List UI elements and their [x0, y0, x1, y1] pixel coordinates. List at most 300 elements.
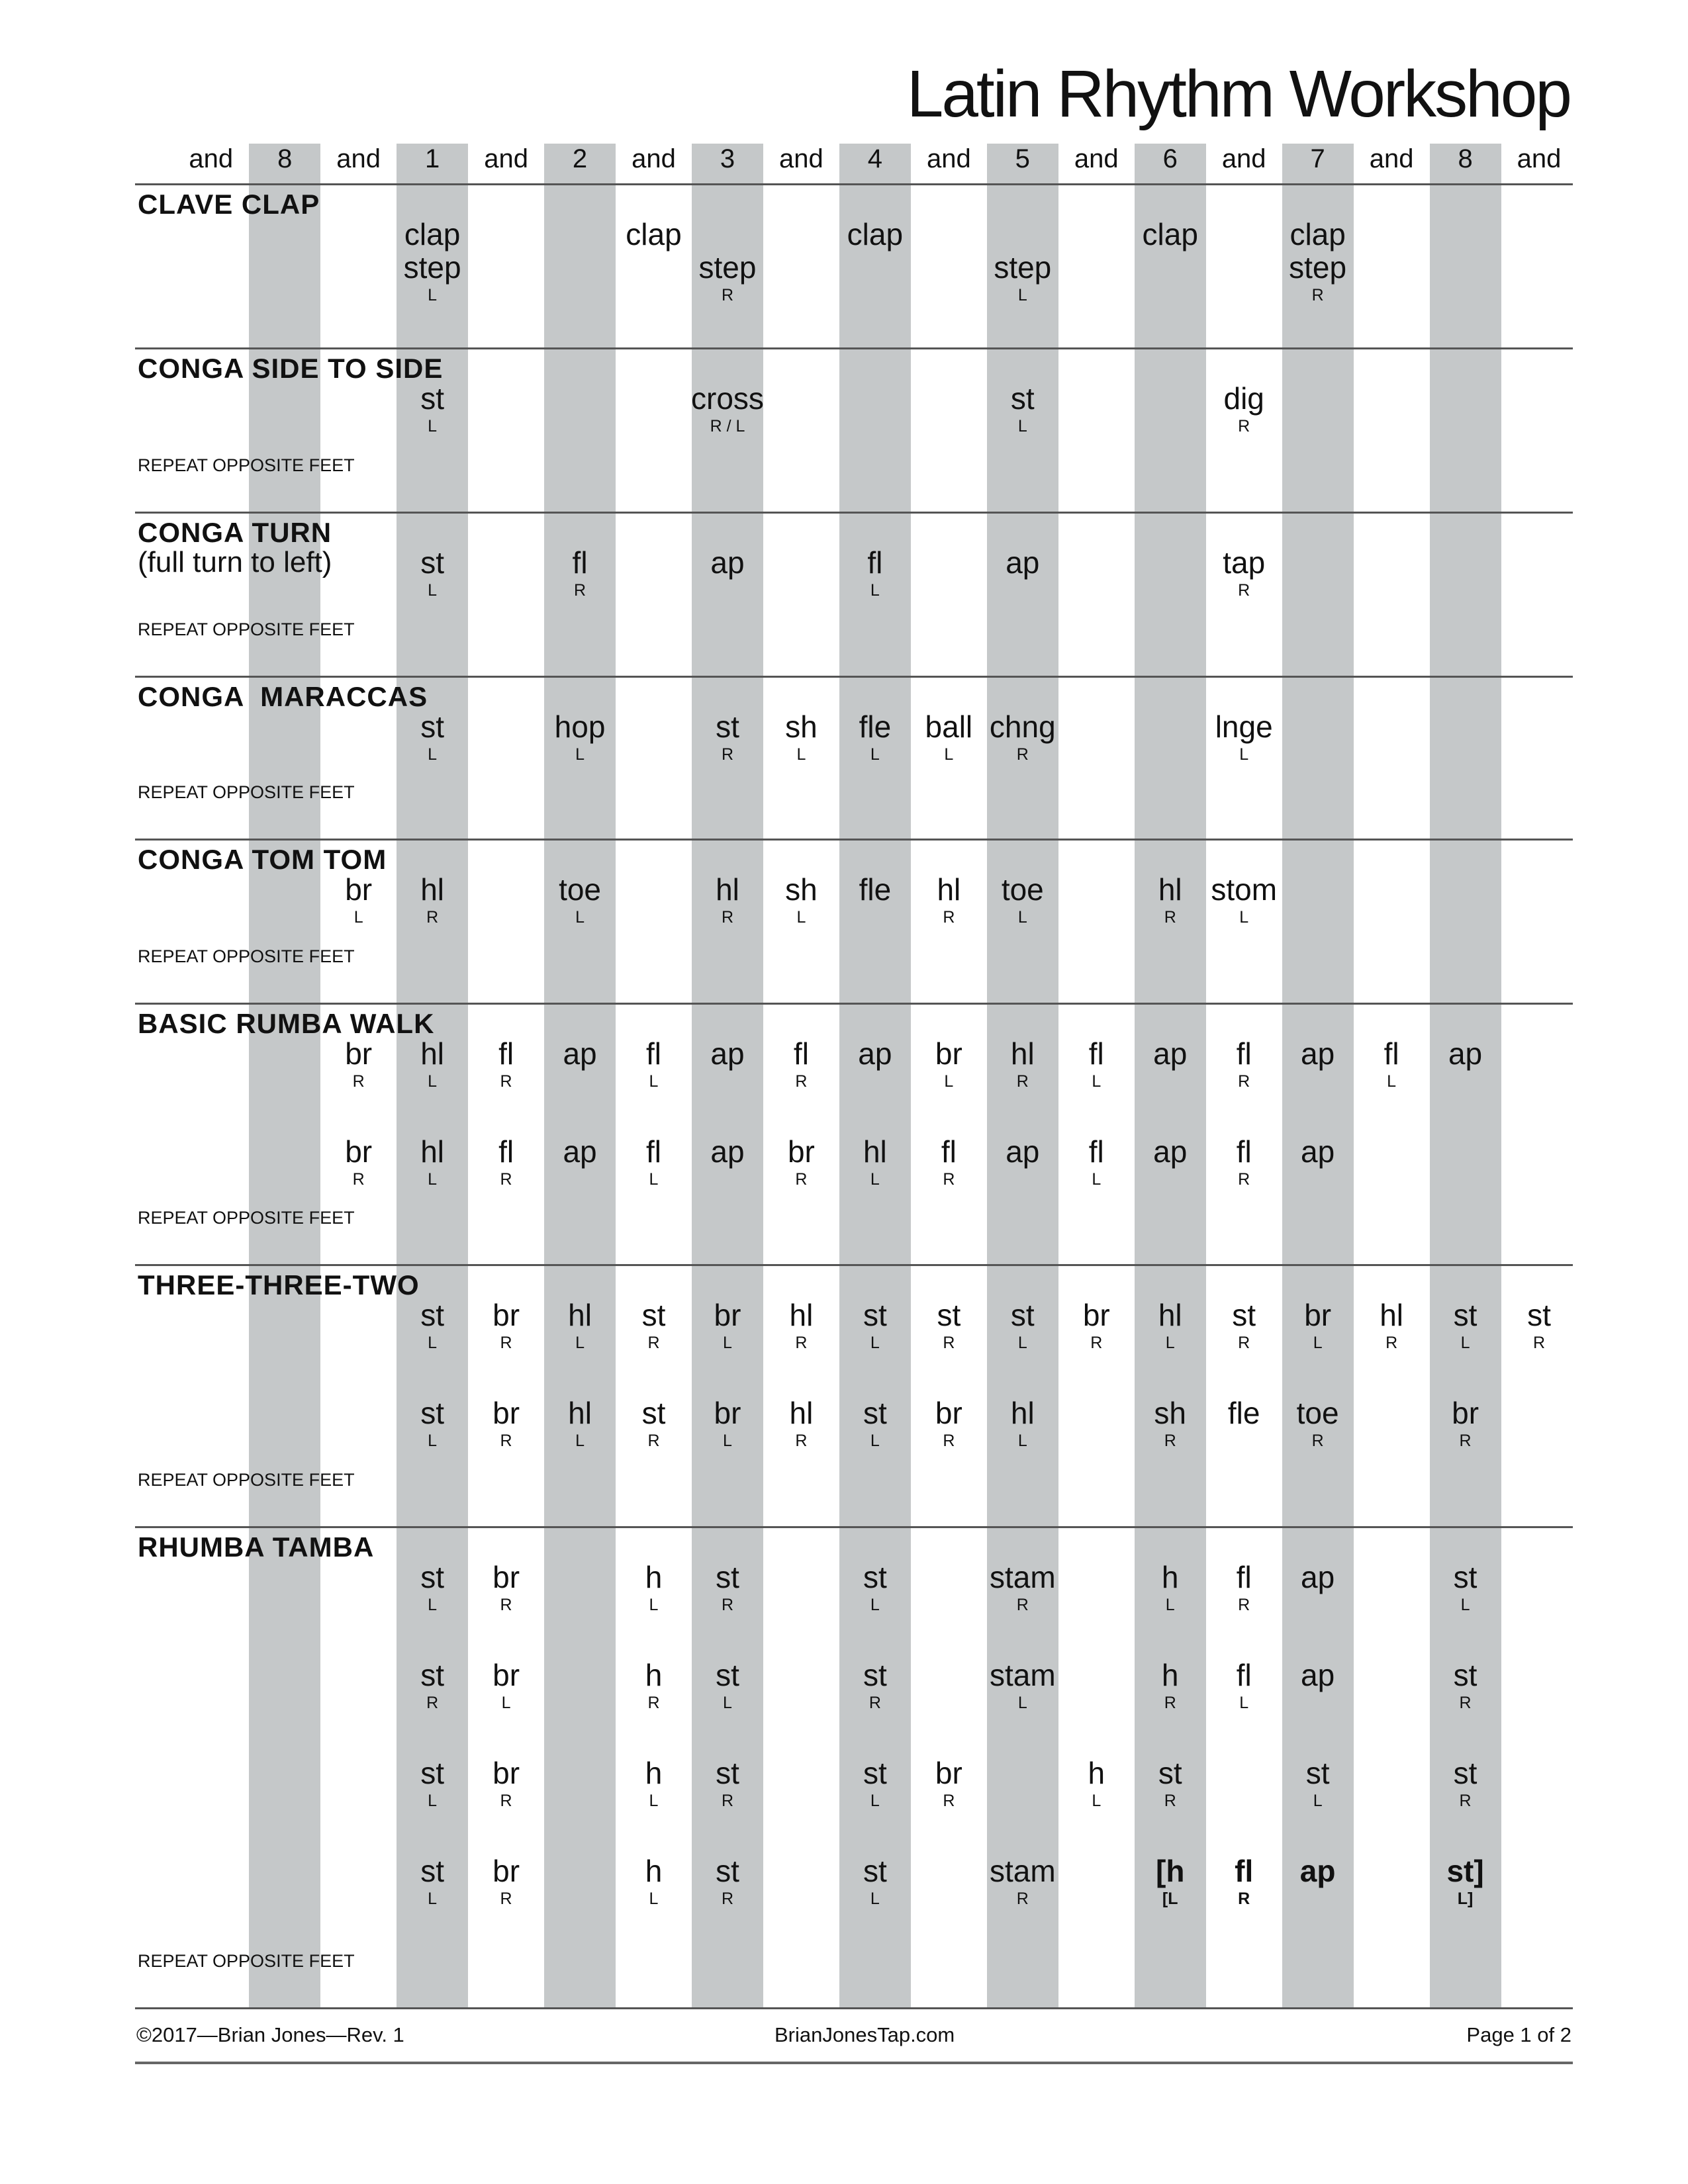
step-name: ap [1301, 1134, 1335, 1169]
step-foot: R [1238, 1334, 1250, 1352]
step-foot: L [870, 745, 880, 764]
step-name: st [420, 709, 445, 744]
section-divider [135, 1264, 1573, 1266]
step-foot: L [1313, 1334, 1323, 1352]
footer-page-number: Page 1 of 2 [1466, 2023, 1571, 2046]
step-name: st [420, 1298, 445, 1332]
step-cell [688, 1659, 767, 1714]
step-cell [688, 1037, 767, 1070]
beat-band [1430, 144, 1501, 2009]
step-name: st [863, 1756, 887, 1790]
repeat-note: REPEAT OPPOSITE FEET [138, 782, 355, 802]
step-name: hl [568, 1298, 592, 1332]
step-name: hl [1158, 872, 1182, 907]
step-cell [393, 382, 472, 437]
step-name: st [716, 1756, 739, 1790]
step-name: st [716, 1658, 739, 1692]
step-cell [983, 710, 1062, 766]
step-foot: R [1164, 1694, 1176, 1712]
step-foot: R [500, 1432, 512, 1450]
step-foot: R [1459, 1694, 1472, 1712]
step-foot: L [723, 1432, 732, 1450]
step-name: stam [989, 1658, 1056, 1692]
step-name: ap [1153, 1134, 1188, 1169]
step-foot: L [428, 745, 438, 764]
step-foot: R [868, 1694, 881, 1712]
step-cell [614, 1298, 694, 1354]
step-cell [614, 1854, 694, 1910]
step-cell [761, 1135, 841, 1191]
step-cell [1204, 1854, 1284, 1910]
step-cell [688, 218, 767, 306]
step-foot: L [870, 1432, 880, 1450]
step-name: st [420, 1756, 445, 1790]
step-foot: L [428, 1072, 438, 1091]
step-cell [614, 218, 694, 251]
step-name: hl [789, 1396, 814, 1430]
step-foot: R [721, 1889, 733, 1908]
step-foot: R [943, 1170, 955, 1189]
step-cell [835, 546, 915, 602]
step-foot: R [1311, 1432, 1324, 1450]
count-number: 8 [1458, 144, 1473, 173]
step-name: lnge [1215, 709, 1273, 744]
step-foot: L [1239, 1694, 1249, 1712]
footer-website[interactable]: BrianJonesTap.com [774, 2023, 955, 2046]
step-cell [1278, 218, 1358, 306]
step-foot: L [1460, 1334, 1470, 1352]
step-name: ap [1299, 1854, 1336, 1888]
step-foot: L [1017, 1334, 1027, 1352]
step-foot: R [1164, 1432, 1176, 1450]
step-cell [614, 1659, 694, 1714]
step-foot: L [870, 1596, 880, 1614]
step-cell [688, 1561, 767, 1616]
count-number: 5 [1015, 144, 1030, 173]
step-cell [1278, 1037, 1358, 1070]
step-name: fl [1236, 1560, 1252, 1594]
step-name: fl [1236, 1036, 1252, 1071]
step-name: sh [785, 872, 818, 907]
step-name: ap [1301, 1560, 1335, 1594]
step-foot: L [501, 1694, 511, 1712]
step-cell [835, 1396, 915, 1452]
step-foot: R [1016, 745, 1029, 764]
step-foot: L [1092, 1170, 1102, 1189]
step-cell [393, 710, 472, 766]
section-title: CLAVE CLAP [138, 189, 320, 220]
step-foot: L [1092, 1072, 1102, 1091]
step-name: ap [1006, 1134, 1040, 1169]
step-cell [835, 1659, 915, 1714]
beat-band [249, 144, 320, 2009]
step-name: br [345, 872, 373, 907]
step-foot: L [870, 1334, 880, 1352]
step-name: hl [420, 1134, 445, 1169]
step-foot: R [1016, 1596, 1029, 1614]
step-foot: L [870, 1889, 880, 1908]
step-foot: R [795, 1432, 808, 1450]
repeat-note: REPEAT OPPOSITE FEET [138, 455, 355, 475]
step-cell [1499, 1298, 1579, 1354]
step-foot: R [500, 1889, 512, 1908]
step-name: h [645, 1756, 663, 1790]
step-foot: L [428, 1792, 438, 1810]
step-cell [1204, 1396, 1284, 1430]
section-divider [135, 1526, 1573, 1528]
section-divider [135, 183, 1573, 185]
step-cell [688, 1756, 767, 1812]
step-cell [540, 1037, 620, 1070]
step-name: fl [1236, 1134, 1252, 1169]
step-cell [540, 873, 620, 929]
step-foot: L [428, 581, 438, 600]
step-cell [909, 1756, 988, 1812]
step-name: h [645, 1854, 663, 1888]
step-cell [1131, 1298, 1210, 1354]
step-name: br [714, 1396, 741, 1430]
step-cell [1056, 1298, 1136, 1354]
step-name: fl [572, 545, 588, 580]
step-foot: R [500, 1334, 512, 1352]
step-name: fl [498, 1134, 514, 1169]
step-foot: L [796, 908, 806, 927]
count-and: and [484, 144, 528, 173]
count-number: 4 [867, 144, 882, 173]
step-cell [761, 710, 841, 766]
step-foot: L [1017, 1694, 1027, 1712]
step-name: st [1453, 1560, 1477, 1594]
step-cell [688, 382, 767, 437]
step-cell [1131, 1561, 1210, 1616]
step-cell [614, 1135, 694, 1191]
count-and: and [1074, 144, 1119, 173]
step-foot: L [796, 745, 806, 764]
step-name: clap [847, 217, 904, 251]
step-name: br [492, 1854, 520, 1888]
step-name: toe [559, 872, 602, 907]
step-foot: R [1164, 908, 1176, 927]
step-cell [1131, 1037, 1210, 1070]
step-name: st [420, 1854, 445, 1888]
step-name: hl [1380, 1298, 1404, 1332]
step-name: h [1161, 1658, 1179, 1692]
step-cell [540, 1298, 620, 1354]
step-cell [761, 1396, 841, 1452]
step-name: hl [937, 872, 961, 907]
step-cell [614, 1756, 694, 1812]
step-cell [1352, 1037, 1431, 1093]
step-foot: L [1092, 1792, 1102, 1810]
step-name: stam [989, 1854, 1056, 1888]
section-divider [135, 676, 1573, 678]
step-name: br [935, 1756, 962, 1790]
count-and: and [189, 144, 234, 173]
step-cell [393, 1396, 472, 1452]
step-name: st [716, 1854, 739, 1888]
step-foot: L [1387, 1072, 1397, 1091]
step-cell [1131, 1659, 1210, 1714]
step-foot: R [795, 1170, 808, 1189]
step-cell [1426, 1037, 1505, 1070]
step-foot: L [649, 1596, 659, 1614]
step-cell [983, 1298, 1062, 1354]
step-name: br [345, 1134, 373, 1169]
step-foot: R [1238, 1596, 1250, 1614]
step-foot: R [500, 1792, 512, 1810]
step-name: sh [785, 709, 818, 744]
step-name: hl [1010, 1036, 1035, 1071]
step-cell [835, 1298, 915, 1354]
step-foot: L [428, 1889, 438, 1908]
step-cell [1204, 1135, 1284, 1191]
step-name: h [645, 1658, 663, 1692]
step-name: br [935, 1036, 962, 1071]
step-foot: L [1165, 1334, 1175, 1352]
step-name: br [345, 1036, 373, 1071]
beat-band [1135, 144, 1206, 2009]
step-cell [1056, 1135, 1136, 1191]
step-name: cross [691, 381, 764, 416]
step-foot: R [795, 1334, 808, 1352]
step-cell [835, 1037, 915, 1070]
step-name: hop [554, 709, 606, 744]
step-name: fl [1088, 1036, 1104, 1071]
step-foot: R [647, 1432, 660, 1450]
step-name: ap [1301, 1036, 1335, 1071]
step-cell [835, 1756, 915, 1812]
step-foot: R [1238, 1170, 1250, 1189]
step-foot: R [1532, 1334, 1546, 1352]
repeat-note: REPEAT OPPOSITE FEET [138, 946, 355, 966]
step-name: chng [989, 709, 1056, 744]
step-name: st [1010, 1298, 1035, 1332]
step-foot: L [428, 417, 438, 435]
step-cell [1278, 1135, 1358, 1168]
step-cell [1426, 1561, 1505, 1616]
step-name: br [787, 1134, 815, 1169]
step-cell [835, 1561, 915, 1616]
step-cell [1204, 1659, 1284, 1714]
section-divider [135, 839, 1573, 841]
footer-copyright: ©2017—Brian Jones—Rev. 1 [136, 2023, 404, 2046]
step-foot: R [500, 1596, 512, 1614]
step-foot: L [428, 1170, 438, 1189]
step-cell [1426, 1756, 1505, 1812]
step-name: st [1527, 1298, 1551, 1332]
section-title: CONGA SIDE TO SIDE [138, 353, 444, 384]
step-cell [1131, 1135, 1210, 1168]
step-foot: R [647, 1694, 660, 1712]
step-foot: R [1238, 417, 1250, 435]
step-cell [393, 1756, 472, 1812]
step-foot: L [1017, 908, 1027, 927]
step-cell [1204, 546, 1284, 602]
count-and: and [632, 144, 676, 173]
step-foot: R [943, 1334, 955, 1352]
step-cell [688, 1135, 767, 1168]
step-foot: L [723, 1694, 732, 1712]
step-cell [540, 710, 620, 766]
step-cell [1204, 382, 1284, 437]
step-foot: L [649, 1170, 659, 1189]
step-name: st [716, 1560, 739, 1594]
count-and: and [336, 144, 381, 173]
count-number: 8 [277, 144, 293, 173]
step-foot: L [575, 908, 585, 927]
step-cell [1131, 218, 1210, 251]
step-foot: R [721, 286, 733, 304]
step-cell [467, 1135, 546, 1191]
step-foot: L] [1457, 1889, 1474, 1908]
section-title: CONGA TURN [138, 517, 332, 548]
step-cell [688, 1396, 767, 1452]
step-cell [393, 1298, 472, 1354]
step-foot: L [870, 581, 880, 600]
step-foot: L [575, 745, 585, 764]
beat-band [839, 144, 911, 2009]
step-name: br [492, 1396, 520, 1430]
step-foot: R [943, 908, 955, 927]
step-foot: R [1016, 1889, 1029, 1908]
step-cell [1131, 1756, 1210, 1812]
step-name: st [863, 1658, 887, 1692]
step-cell [909, 873, 988, 929]
step-cell [835, 1854, 915, 1910]
step-foot: R [574, 581, 586, 600]
step-cell [983, 1854, 1062, 1910]
step-cell [1278, 1396, 1358, 1452]
step-cell [467, 1561, 546, 1616]
step-name: hl [568, 1396, 592, 1430]
step-cell [393, 1854, 472, 1910]
step-cell [1204, 873, 1284, 929]
step-cell [467, 1756, 546, 1812]
step-cell [909, 1135, 988, 1191]
step-name: st [863, 1560, 887, 1594]
step-foot: L [723, 1334, 732, 1352]
step-name: br [714, 1298, 741, 1332]
step-cell [983, 1659, 1062, 1714]
step-cell [688, 1298, 767, 1354]
step-name: hl [789, 1298, 814, 1332]
step-foot: R [943, 1792, 955, 1810]
step-name: st [863, 1396, 887, 1430]
count-and: and [779, 144, 823, 173]
step-name: h [1088, 1756, 1105, 1790]
step-foot: L [649, 1072, 659, 1091]
step-name: st [716, 709, 739, 744]
step-cell [393, 873, 472, 929]
step-foot: L [870, 1170, 880, 1189]
step-cell [909, 1298, 988, 1354]
step-cell [983, 382, 1062, 437]
step-cell [467, 1854, 546, 1910]
step-foot: L [1165, 1596, 1175, 1614]
step-foot: R [943, 1432, 955, 1450]
step-foot: [L [1162, 1889, 1178, 1908]
step-foot: R [1385, 1334, 1398, 1352]
step-cell [688, 546, 767, 579]
step-cell [909, 1396, 988, 1452]
footer-divider [135, 2062, 1573, 2064]
step-name: step [698, 250, 757, 285]
step-name: ap [858, 1036, 892, 1071]
step-cell [1278, 1756, 1358, 1812]
step-foot: L [428, 1432, 438, 1450]
step-cell [614, 1561, 694, 1616]
step-cell [540, 1396, 620, 1452]
step-name: fl [793, 1036, 809, 1071]
step-name: h [645, 1560, 663, 1594]
step-cell [1278, 1298, 1358, 1354]
step-name: fle [859, 872, 892, 907]
step-cell [1426, 1854, 1505, 1910]
step-name: hl [863, 1134, 887, 1169]
step-name: fle [859, 709, 892, 744]
step-foot: L [1017, 1432, 1027, 1450]
step-foot: R [1459, 1792, 1472, 1810]
step-name: br [1082, 1298, 1110, 1332]
step-foot: L [649, 1889, 659, 1908]
step-name: fl [867, 545, 883, 580]
step-foot: R [352, 1072, 365, 1091]
step-name: ball [925, 709, 973, 744]
step-name: fle [1227, 1396, 1260, 1430]
count-number: 7 [1310, 144, 1325, 173]
step-name: st [1232, 1298, 1256, 1332]
step-name: ap [563, 1036, 597, 1071]
step-name: st [641, 1396, 666, 1430]
step-foot: R [1164, 1792, 1176, 1810]
step-cell [467, 1659, 546, 1714]
step-cell [467, 1298, 546, 1354]
step-name: st] [1446, 1854, 1484, 1888]
step-name: st [1453, 1756, 1477, 1790]
step-name: br [492, 1756, 520, 1790]
step-name: st [420, 1560, 445, 1594]
step-cell [761, 1037, 841, 1093]
step-foot: L [870, 1792, 880, 1810]
step-name: tap [1223, 545, 1266, 580]
step-foot: L [575, 1334, 585, 1352]
step-cell [393, 1659, 472, 1714]
step-cell [1278, 1561, 1358, 1594]
beat-band [1282, 144, 1354, 2009]
step-foot: R [721, 745, 733, 764]
step-name: st [420, 381, 445, 416]
count-number: 3 [720, 144, 735, 173]
step-cell [1204, 1298, 1284, 1354]
step-foot: R / L [710, 417, 745, 435]
step-name: clap step [403, 217, 461, 285]
step-cell [983, 873, 1062, 929]
step-name: fl [1088, 1134, 1104, 1169]
step-cell [761, 873, 841, 929]
step-name: ap [710, 545, 745, 580]
step-name: br [1304, 1298, 1332, 1332]
section-title: CONGA MARACCAS [138, 681, 428, 712]
step-cell [1056, 1756, 1136, 1812]
step-name: st [420, 545, 445, 580]
count-and: and [926, 144, 971, 173]
step-cell [540, 546, 620, 602]
step-name: br [935, 1396, 962, 1430]
step-cell [1278, 1854, 1358, 1888]
beat-band [544, 144, 616, 2009]
step-foot: L [1313, 1792, 1323, 1810]
step-name: fl [498, 1036, 514, 1071]
